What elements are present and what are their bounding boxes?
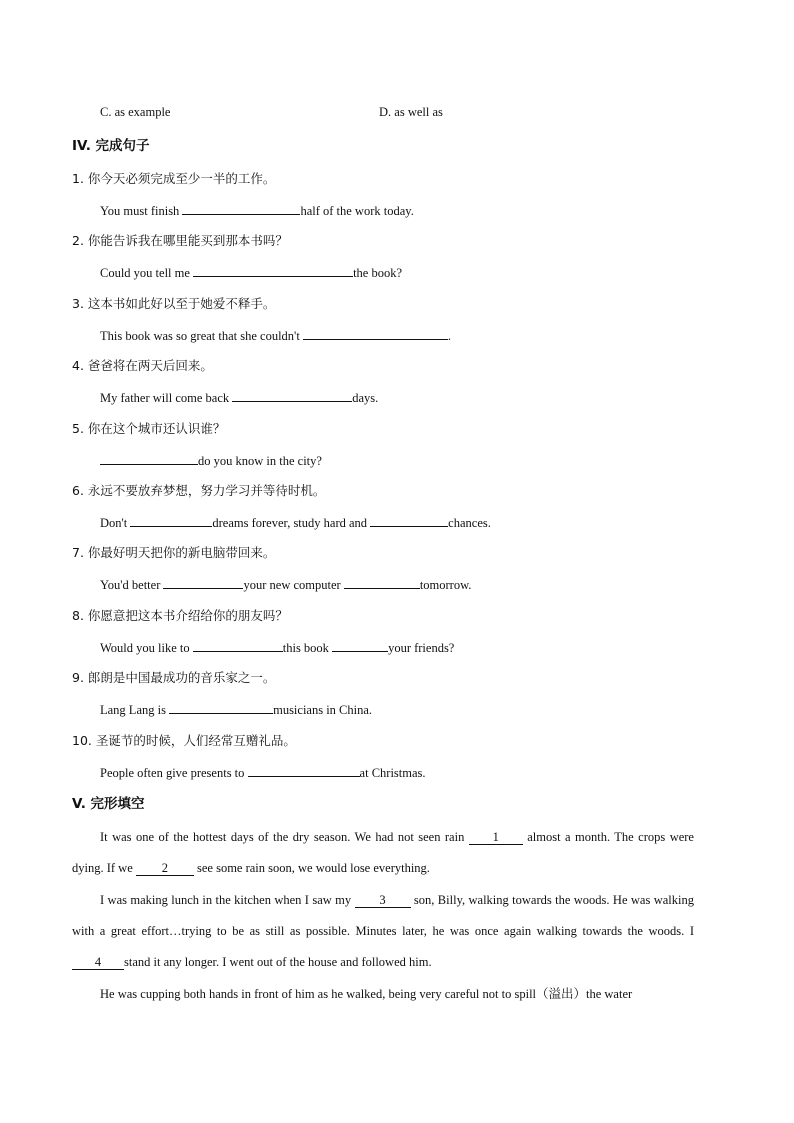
answer-blank[interactable]: [344, 576, 420, 589]
item-8-english: Would you like to this book your friends?: [100, 641, 455, 655]
section-v-title: V. 完形填空: [72, 796, 145, 812]
option-c: C. as example: [100, 105, 171, 119]
item-2-chinese: 2. 你能告诉我在哪里能买到那本书吗？: [72, 233, 288, 248]
item-6-chinese: 6. 永远不要放弃梦想，努力学习并等待时机。: [72, 483, 326, 498]
answer-blank[interactable]: [303, 327, 448, 340]
item-1-chinese: 1. 你今天必须完成至少一半的工作。: [72, 171, 276, 186]
cloze-paragraph-3: He was cupping both hands in front of him as he walked, being very careful not to spill（溢出）the water: [100, 987, 633, 1001]
item-9-english: Lang Lang is musicians in China.: [100, 703, 373, 717]
item-4-chinese: 4. 爸爸将在两天后回来。: [72, 358, 213, 373]
answer-blank[interactable]: [163, 576, 243, 589]
answer-blank[interactable]: [232, 389, 352, 402]
answer-blank[interactable]: [100, 452, 198, 465]
cloze-blank-2[interactable]: 2: [136, 861, 194, 876]
item-9-chinese: 9. 郎朗是中国最成功的音乐家之一。: [72, 670, 276, 685]
item-7-chinese: 7. 你最好明天把你的新电脑带回来。: [72, 545, 276, 560]
cloze-paragraph-2: I was making lunch in the kitchen when I saw my 3 son, Billy, walking towards the woods. He was walking with a great effort…trying to be as still as possible. Minutes later, he was once again walking towards the woods. I4 stand it any longer. I went out of the house and followed him.: [72, 893, 694, 969]
item-10-chinese: 10. 圣诞节的时候，人们经常互赠礼品。: [72, 733, 296, 748]
answer-blank[interactable]: [370, 514, 448, 527]
item-5-english: do you know in the city?: [100, 452, 322, 469]
item-3-english: This book was so great that she couldn't .: [100, 329, 452, 343]
answer-blank[interactable]: [130, 514, 212, 527]
answer-blank[interactable]: [169, 701, 273, 714]
item-4-english: My father will come back days.: [100, 391, 379, 405]
cloze-blank-1[interactable]: 1: [469, 830, 523, 845]
answer-blank[interactable]: [332, 639, 388, 652]
item-10-english: People often give presents to at Christmas.: [100, 766, 426, 780]
item-3-chinese: 3. 这本书如此好以至于她爱不释手。: [72, 296, 276, 311]
option-d: D. as well as: [379, 105, 443, 119]
item-2-english: Could you tell me the book?: [100, 266, 403, 280]
cloze-blank-3[interactable]: 3: [355, 893, 411, 908]
item-8-chinese: 8. 你愿意把这本书介绍给你的朋友吗？: [72, 608, 288, 623]
cloze-blank-4[interactable]: 4: [72, 955, 124, 970]
item-7-english: You'd better your new computer tomorrow.: [100, 578, 472, 592]
item-1-english: You must finish half of the work today.: [100, 204, 414, 218]
item-6-english: Don't dreams forever, study hard and chances.: [100, 516, 491, 530]
answer-blank[interactable]: [182, 202, 300, 215]
answer-blank[interactable]: [193, 639, 283, 652]
answer-blank[interactable]: [248, 764, 360, 777]
section-iv-title: IV. 完成句子: [72, 138, 150, 154]
item-5-chinese: 5. 你在这个城市还认识谁？: [72, 421, 226, 436]
answer-blank[interactable]: [193, 264, 353, 277]
cloze-paragraph-1: It was one of the hottest days of the dry season. We had not seen rain 1 almost a month. The crops were dying. If we 2 see some rain soon, we would lose everything.: [72, 830, 694, 875]
